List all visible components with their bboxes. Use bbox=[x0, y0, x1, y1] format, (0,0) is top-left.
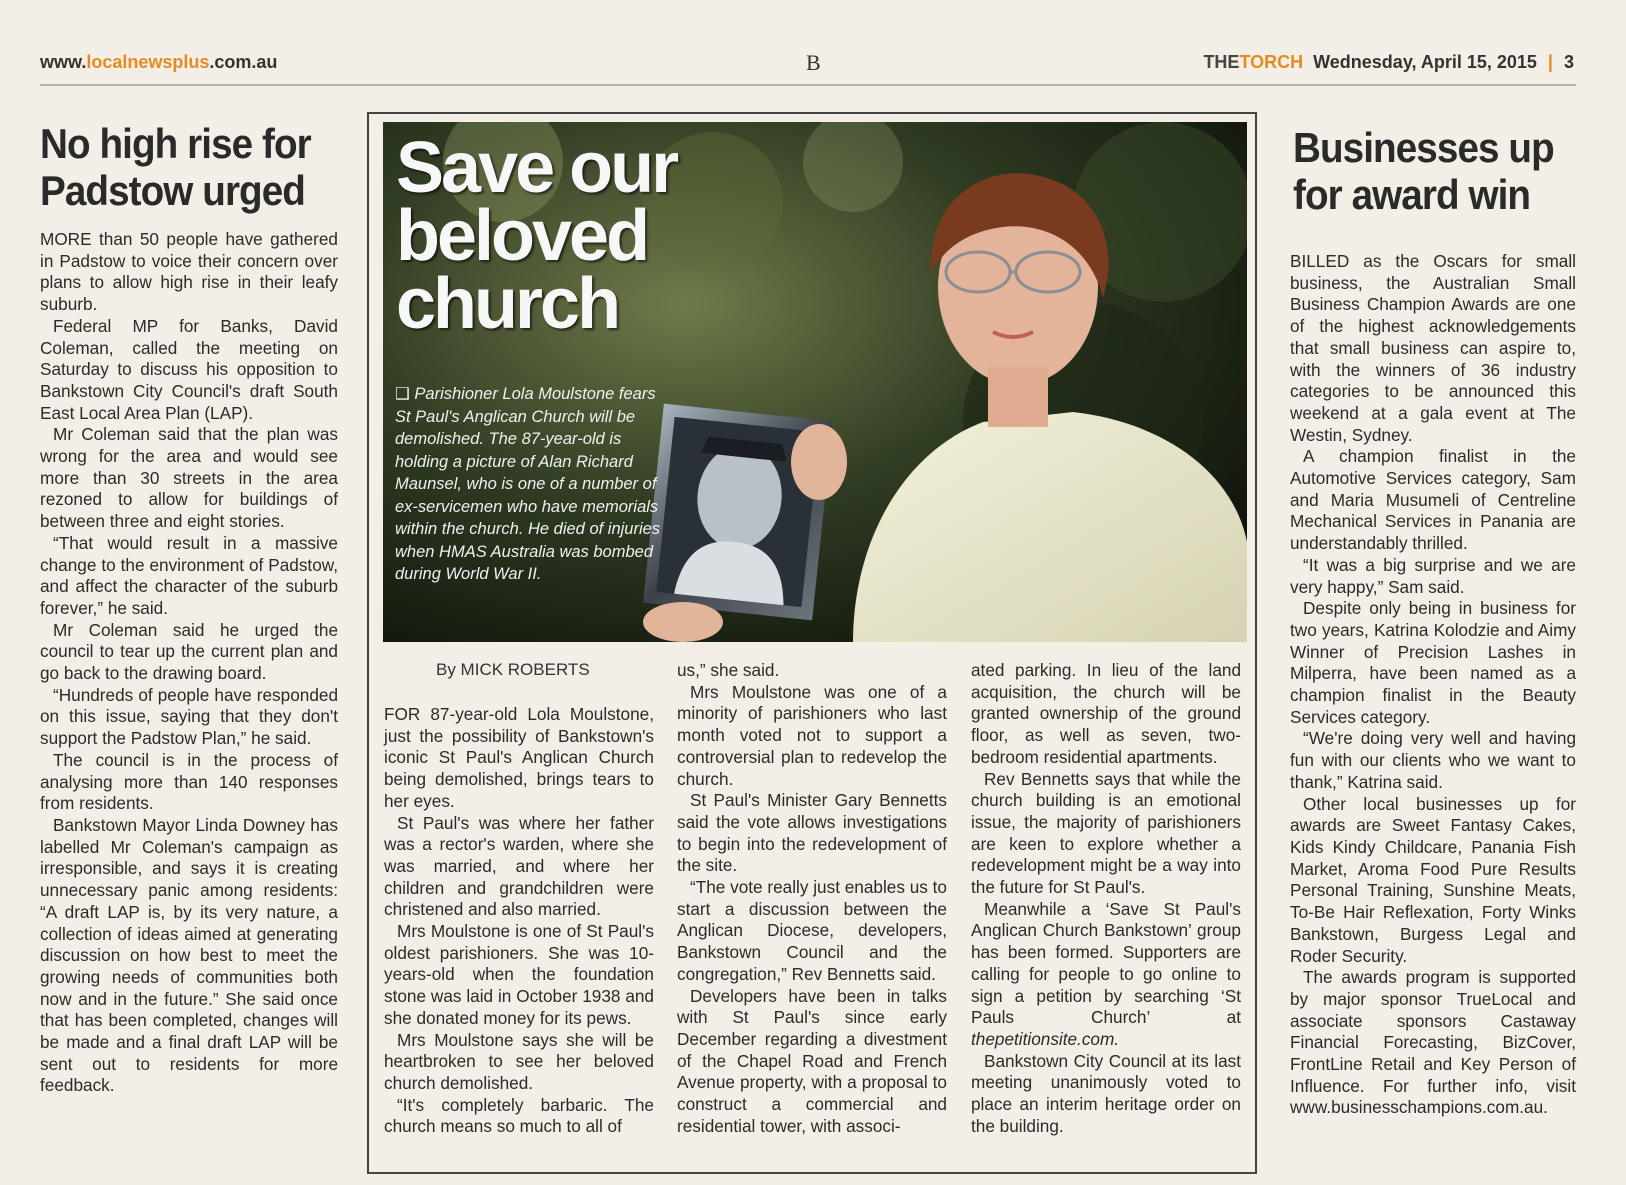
page-separator: | bbox=[1547, 52, 1553, 72]
center-column-2 bbox=[677, 660, 947, 1137]
paragraph: FOR 87-year-old Lola Moulstone, just the possibility of Bankstown's iconic St Paul's Anglican Church being demolished, brings tears to her eyes. bbox=[384, 704, 654, 811]
paragraph: BILLED as the Oscars for small business, the Australian Small Business Champion Awards are one of the highest acknowledgements that small business can aspire to, with the winners of 36 industry categories to be announced this weekend at a gala event at The Westin, Sydney. bbox=[1290, 251, 1576, 445]
right-article-body bbox=[1290, 251, 1576, 1119]
paragraph: “The vote really just enables us to start a discussion between the Anglican Diocese, developers, Bankstown Council and the congregation,” Rev Bennetts said. bbox=[677, 877, 947, 984]
paragraph: “We're doing very well and having fun with our clients who we want to thank,” Katrina said. bbox=[1290, 728, 1576, 792]
paragraph: Mrs Moulstone says she will be heartbroken to see her beloved church demolished. bbox=[384, 1029, 654, 1093]
brand-the: THE bbox=[1203, 52, 1240, 72]
site-url-prefix: www. bbox=[40, 52, 87, 72]
center-column-3 bbox=[971, 660, 1241, 1137]
paragraph: Federal MP for Banks, David Coleman, called the meeting on Saturday to discuss his opposition to Bankstown City Council's draft South East Local Area Plan (LAP). bbox=[40, 315, 338, 423]
paragraph: Bankstown Mayor Linda Downey has labelled Mr Coleman's campaign as irresponsible, and says it is creating unnecessary panic among residents: “A draft LAP is, by its very nature, a collection of ideas aimed at generating discussion on how best to meet the growing needs of communities both now and in the future.” She said once that has been completed, changes will be made and a final draft LAP will be sent out to residents for more feedback. bbox=[40, 814, 338, 1096]
site-url-highlight: localnewsplus bbox=[86, 52, 210, 72]
paragraph bbox=[971, 899, 1241, 1051]
paragraph: Bankstown City Council at its last meeting unanimously voted to place an interim heritage order on the building. bbox=[971, 1050, 1241, 1136]
petition-site-link[interactable]: thepetitionsite.com. bbox=[971, 1028, 1120, 1049]
byline: By MICK ROBERTS bbox=[436, 660, 590, 679]
paragraph: “Hundreds of people have responded on this issue, saying that they don't support the Padstow Plan,” he said. bbox=[40, 684, 338, 749]
paragraph: us,” she said. bbox=[677, 660, 780, 680]
center-column-1 bbox=[384, 704, 654, 1138]
paragraph: Rev Bennetts says that while the church building is an emotional issue, the majority of parishioners are keen to explore whether a redevelopment might be a way into the future for St Paul's. bbox=[971, 768, 1241, 898]
paragraph: “That would result in a massive change to the environment of Padstow, and affect the character of the suburb forever,” he said. bbox=[40, 532, 338, 618]
paragraph: Mrs Moulstone was one of a minority of parishioners who last month voted not to support a controversial plan to redevelop the church. bbox=[677, 681, 947, 789]
paragraph: Mr Coleman said that the plan was wrong for the area and would see more than 30 streets in the area rezoned to allow for buildings of between three and eight stories. bbox=[40, 424, 338, 532]
paragraph: MORE than 50 people have gathered in Padstow to voice their concern over plans to allow high rise in their leafy suburb. bbox=[40, 229, 338, 315]
page-number: 3 bbox=[1563, 52, 1574, 72]
left-article-body bbox=[40, 229, 338, 1097]
paragraph: St Paul's was where her father was a rector's warden, where she was married, and where her children and grandchildren were christened and also married. bbox=[384, 812, 654, 920]
site-url-suffix: .com.au bbox=[209, 52, 278, 72]
photo-headline: Save our beloved church bbox=[396, 128, 677, 344]
paragraph-text: Meanwhile a ‘Save St Paul's Anglican Church Bankstown’ group has been formed. Supporters are calling for people to go online to sign a petition by searching ‘St Pauls Church’ at bbox=[971, 898, 1241, 1028]
caption-box-icon: ❑ bbox=[395, 385, 410, 403]
right-headline: Businesses up for award win bbox=[1293, 124, 1554, 218]
paragraph: “It's completely barbaric. The church means so much to all of bbox=[384, 1094, 654, 1137]
header-rule bbox=[40, 84, 1576, 86]
paragraph: The awards program is supported by major sponsor TrueLocal and associate sponsors Castaway Financial Forecasting, BizCover, FrontLine Retail and Key Person of Influence. For further info, visit www.businesschampions.com.au. bbox=[1290, 967, 1576, 1118]
issue-date: Wednesday, April 15, 2015 bbox=[1313, 52, 1537, 72]
caption-text: Parishioner Lola Moulstone fears St Paul's Anglican Church will be demolished. The 87-year-old is holding a picture of Alan Richard Maunsel, who is one of a number of ex-servicemen who have memorials within the church. He died of injuries when HMAS Australia was bombed during World War II. bbox=[395, 385, 661, 583]
paragraph: A champion finalist in the Automotive Services category, Sam and Maria Musumeli of Centreline Mechanical Services in Panania are understandably thrilled. bbox=[1290, 446, 1576, 554]
site-url[interactable] bbox=[40, 52, 277, 73]
left-headline: No high rise for Padstow urged bbox=[40, 120, 311, 214]
paragraph: The council is in the process of analysing more than 140 responses from residents. bbox=[40, 749, 338, 814]
paragraph: Mrs Moulstone is one of St Paul's oldest parishioners. She was 10-years-old when the foundation stone was laid in October 1938 and she donated money for its pews. bbox=[384, 921, 654, 1028]
brand-torch: TORCH bbox=[1239, 52, 1304, 72]
paragraph: “It was a big surprise and we are very happy,” Sam said. bbox=[1290, 554, 1576, 597]
paragraph: Developers have been in talks with St Paul's since early December regarding a divestment of the Chapel Road and French Avenue property, with a proposal to construct a commercial and residential tower, with associ- bbox=[677, 985, 947, 1136]
paragraph: Despite only being in business for two years, Katrina Kolodzie and Aimy Winner of Precision Lashes in Milperra, have been named as a champion finalist in the Beauty Services category. bbox=[1290, 598, 1576, 727]
paragraph: Mr Coleman said he urged the council to tear up the current plan and go back to the drawing board. bbox=[40, 619, 338, 684]
photo-caption bbox=[395, 383, 663, 586]
masthead-brand-date bbox=[1203, 52, 1574, 73]
paragraph: ated parking. In lieu of the land acquisition, the church will be granted ownership of the ground floor, as well as seven, two-bedroom residential apartments. bbox=[971, 660, 1241, 767]
paragraph: Other local businesses up for awards are Sweet Fantasy Cakes, Kids Kindy Childcare, Panania Fish Market, Aroma Food Pure Results Personal Training, Sunshine Meats, To-Be Hair Reflexation, Forty Winks Bankstown, Burgess Legal and Roder Security. bbox=[1290, 793, 1576, 966]
paragraph: St Paul's Minister Gary Bennetts said the vote allows investigations to begin into the redevelopment of the site. bbox=[677, 790, 947, 876]
edition-letter: B bbox=[806, 50, 821, 75]
